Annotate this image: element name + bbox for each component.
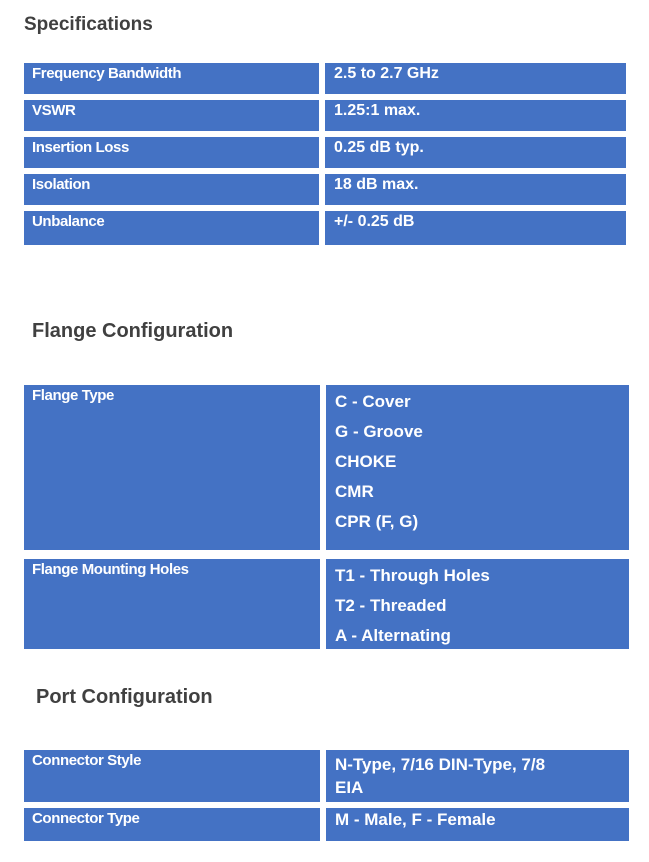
mounting-hole-option: T1 - Through Holes bbox=[335, 566, 490, 585]
flange-type-option: G - Groove bbox=[335, 422, 423, 441]
spec-value-insertion-loss: 0.25 dB typ. bbox=[325, 137, 626, 168]
connector-type-label: Connector Type bbox=[24, 808, 320, 841]
specifications-heading: Specifications bbox=[24, 14, 153, 35]
flange-mounting-holes-label: Flange Mounting Holes bbox=[24, 559, 320, 649]
flange-type-option: CHOKE bbox=[335, 452, 397, 471]
flange-type-label: Flange Type bbox=[24, 385, 320, 550]
connector-type-value: M - Male, F - Female bbox=[326, 808, 629, 841]
spec-label-unbalance: Unbalance bbox=[24, 211, 319, 245]
connector-style-label: Connector Style bbox=[24, 750, 320, 802]
flange-configuration-heading: Flange Configuration bbox=[32, 320, 234, 342]
spec-value-unbalance: +/- 0.25 dB bbox=[325, 211, 626, 245]
port-configuration-heading: Port Configuration bbox=[36, 686, 213, 708]
spec-label-vswr: VSWR bbox=[24, 100, 319, 131]
mounting-hole-option: A - Alternating bbox=[335, 626, 451, 645]
flange-type-option: CPR (F, G) bbox=[335, 512, 419, 531]
flange-type-values bbox=[326, 385, 629, 550]
connector-style-line: EIA bbox=[335, 778, 364, 797]
mounting-hole-option: T2 - Threaded bbox=[335, 596, 447, 615]
spec-value-vswr: 1.25:1 max. bbox=[325, 100, 626, 131]
connector-style-value bbox=[326, 750, 629, 802]
flange-mounting-holes-values bbox=[326, 559, 629, 649]
spec-value-isolation: 18 dB max. bbox=[325, 174, 626, 205]
flange-type-option: CMR bbox=[335, 482, 374, 501]
spec-label-isolation: Isolation bbox=[24, 174, 319, 205]
spec-value-frequency-bandwidth: 2.5 to 2.7 GHz bbox=[325, 63, 626, 94]
connector-style-line: N-Type, 7/16 DIN-Type, 7/8 bbox=[335, 755, 546, 774]
flange-type-option: C - Cover bbox=[335, 392, 411, 411]
spec-label-frequency-bandwidth: Frequency Bandwidth bbox=[24, 63, 319, 94]
spec-label-insertion-loss: Insertion Loss bbox=[24, 137, 319, 168]
